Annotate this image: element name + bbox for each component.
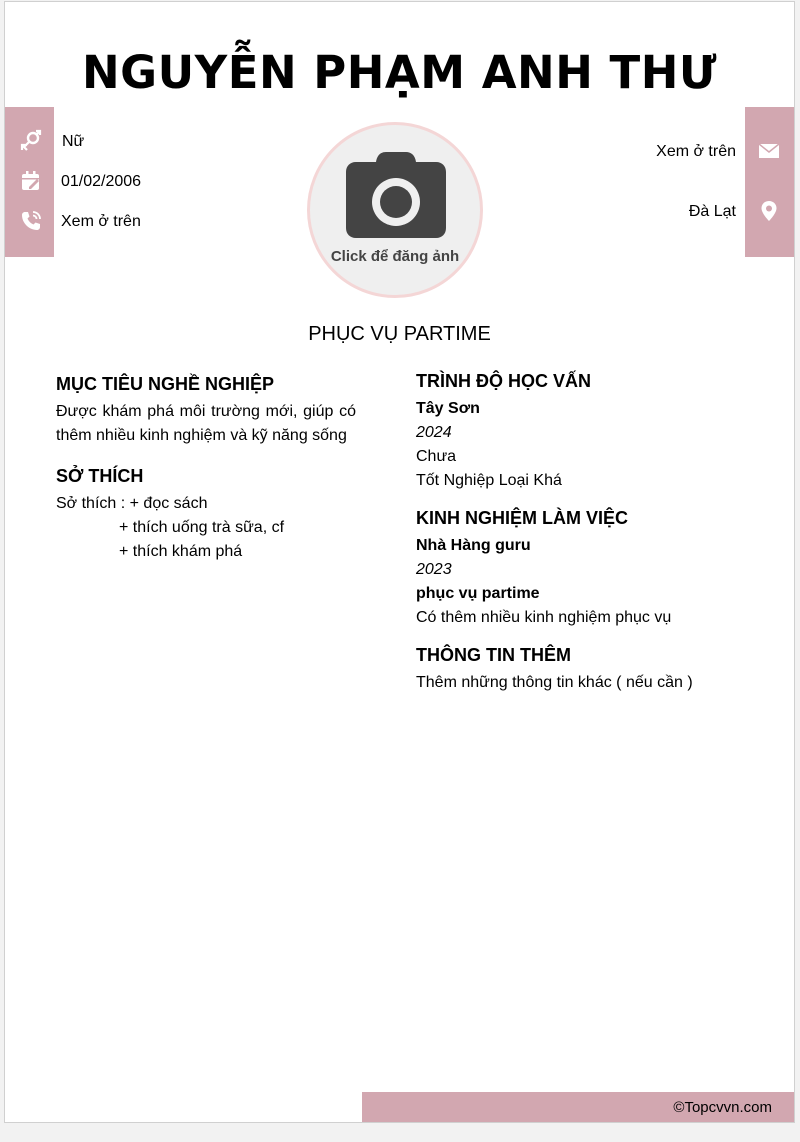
cv-page [4,1,795,1123]
additional-text[interactable]: Thêm những thông tin khác ( nếu cần ) [416,674,693,691]
additional-heading: THÔNG TIN THÊM [416,645,571,665]
right-column [416,369,756,695]
location-value[interactable]: Đà Lạt [688,203,736,220]
location-pin-icon [757,199,781,223]
objective-text[interactable]: Được khám phá môi trường mới, giúp có thêm nhiều kinh nghiệm và kỹ năng sống [56,403,356,444]
job-role[interactable]: phục vụ partime [416,585,540,602]
camera-icon [344,150,448,244]
left-icon-bar [5,107,54,257]
hobby-line[interactable]: + thích uống trà sữa, cf [119,519,285,536]
right-icon-bar [745,107,794,257]
left-column [56,372,356,564]
gender-value[interactable]: Nữ [62,133,85,150]
phone-icon [19,209,43,233]
birthday-value[interactable]: 01/02/2006 [61,173,142,190]
gender-icon [19,129,43,153]
education-heading: TRÌNH ĐỘ HỌC VẤN [416,371,591,391]
education-status[interactable]: Chưa [416,448,457,465]
education-grade[interactable]: Tốt Nghiệp Loại Khá [416,472,562,489]
education-year[interactable]: 2024 [416,424,452,441]
school-name[interactable]: Tây Sơn [416,400,480,417]
position-title[interactable]: PHỤC VỤ PARTIME [308,323,491,345]
experience-heading: KINH NGHIỆM LÀM VIỆC [416,508,629,528]
job-description[interactable]: Có thêm nhiều kinh nghiệm phục vụ [416,609,672,626]
footer-brand: ©Topcvvn.com [673,1099,772,1116]
phone-value[interactable]: Xem ở trên [61,213,141,230]
mail-icon [757,139,781,163]
hobbies-heading: SỞ THÍCH [56,466,144,486]
footer-bar [362,1092,794,1123]
calendar-icon [19,169,43,193]
avatar-upload[interactable] [307,122,483,298]
avatar-label: Click để đăng ảnh [330,248,460,265]
hobby-line[interactable]: + thích khám phá [119,543,243,560]
email-value[interactable]: Xem ở trên [656,143,736,160]
hobby-line[interactable]: Sở thích : + đọc sách [56,495,208,512]
experience-year[interactable]: 2023 [416,561,452,578]
company-name[interactable]: Nhà Hàng guru [416,537,531,554]
objective-heading: MỤC TIÊU NGHỀ NGHIỆP [56,374,275,394]
candidate-name[interactable]: NGUYỄN PHẠM ANH THƯ [82,46,717,99]
